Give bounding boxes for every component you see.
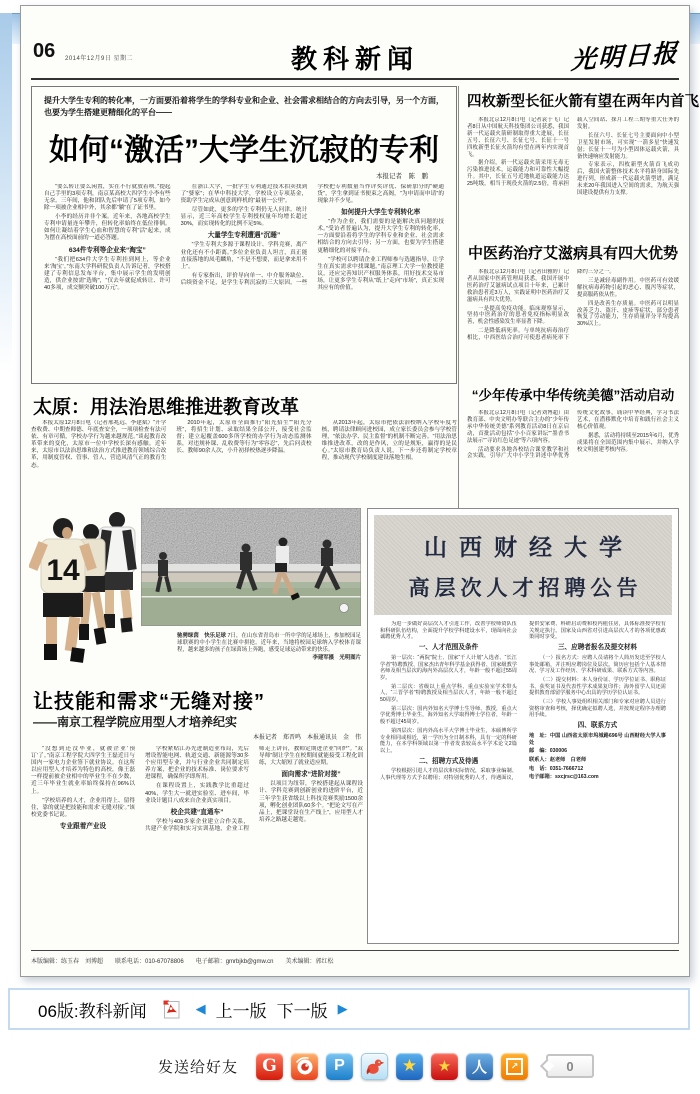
body-paragraph: 学校紧贴江苏先进制造业布局，先后增设智能电网、轨道交通、新能源等30多个应用型专业，并与行业企业共同制定培养方案，把企业的技术标准、岗位要求写进课程，确保所学即所用。 — [145, 746, 249, 781]
body-paragraph: 三是减轻毒副作用。中医药可有效缓解抗病毒药物引起的恶心、腹泻等症状，提高服药依从性。 — [577, 277, 679, 298]
intertitle: 面向需求“进阶对接” — [281, 771, 341, 779]
body-paragraph: 尽管如此，更多的学生专利仍无人问津。统计显示，近三年高校学生专利授权量年均增长超过30%，而实现转化的比例不足5%。 — [180, 207, 308, 228]
next-page-link[interactable]: 下一版 — [276, 1001, 328, 1021]
intertitle: 专业跟着产业设 — [59, 822, 107, 830]
article-taiyuan-body — [31, 420, 457, 506]
soccer-photo-cutout — [29, 506, 147, 664]
body-paragraph: 联系人：赵老师 白老师 — [529, 756, 587, 763]
qzone-star-glyph: ★ — [401, 1056, 418, 1075]
weibo-eye-glyph — [291, 1053, 318, 1080]
main-headline[interactable]: 如何“激活”大学生沉寂的专利 — [49, 133, 439, 167]
google-glyph: G — [262, 1056, 277, 1076]
ad-title-block — [374, 515, 672, 615]
favorite-icon[interactable] — [431, 1053, 458, 1080]
sina-weibo-icon[interactable] — [291, 1053, 318, 1080]
pengyou-glyph: P — [334, 1057, 345, 1074]
body-paragraph: 第一层次：“两院”院士、国家“千人计划”入选者、“长江学者”特聘教授、国家杰出青年科学基金获得者、国家级教学名师及相当层次的海内外高层次人才，年龄一般不超过55周岁。 — [380, 654, 517, 681]
body-paragraph: 电子邮箱：sxcjrsc@163.com — [529, 774, 599, 781]
body-paragraph: （一）报名方式：应聘人员请将个人简历发送至学校人事处邮箱，并注明应聘岗位及层次。简历应包括个人基本情况、学习及工作经历、学术科研成果、联系方式等内容。 — [529, 654, 666, 675]
article-virtue-title[interactable]: “少年传承中华传统美德”活动启动 — [471, 388, 675, 403]
prev-page-arrow-icon[interactable]: ◀ — [195, 1001, 206, 1016]
body-paragraph: 电 话：0351-7666712 — [529, 765, 584, 772]
body-paragraph: 在浙江大学，一批学生专利通过技术拍卖找到了“婆家”；在华中科技大学，学校设立专项基金，资助学生完成从创意到样机的“最初一公里”。 — [180, 183, 308, 204]
article-main-patents — [31, 86, 457, 384]
pdf-icon[interactable] — [163, 1000, 180, 1019]
main-kicker: 提升大学生专利的转化率，一方面要沿着将学生的学科专业和企业、社会需求相结合的方向去引导，另一个方面，也要为学生搭建更精细化的平台—— — [44, 96, 444, 118]
renren-glyph: 人 — [471, 1058, 487, 1076]
body-paragraph: 四是改善生存质量。中医药可以明显改善乏力、盗汗、皮疹等症状，部分患者恢复了劳动能力，生存质量评分平均提高30%以上。 — [577, 300, 679, 328]
qzone-icon[interactable] — [396, 1053, 423, 1080]
left-blue-strip — [0, 13, 12, 373]
soccer-photo — [141, 508, 361, 626]
body-paragraph: 2010年起，太原市全面推行“阳光招生”“阳光分班”，将招生计划、录取结果全部公开，接受社会监督；建立起覆盖600多所学校的办学行为动态监测体系，对违规补课、乱收费等行为“零容忍”，先后问责校长、教师90余人次，小升初择校热逐步降温。 — [176, 420, 312, 455]
renren-icon[interactable] — [466, 1053, 493, 1080]
body-paragraph: 活动要求各地各校结合课堂教学和社会实践，引导广大中小学生讲述中华优秀传统文化故事，诵读中华经典，学习书法艺术，在潜移默化中培育和践行社会主义核心价值观。 — [467, 410, 679, 460]
body-paragraph: 专家表示，四枚新型火箭首飞成功后，我国火箭整体技术水平将跻身国际先进行列，形成新一代运载火箭型谱，满足未来20年我国进入空间的需求，为航天强国建设提供有力支撑。 — [577, 162, 679, 197]
article-skills-subtitle: ——南京工程学院应用型人才培养纪实 — [33, 715, 238, 729]
article-skills-title[interactable]: 让技能和需求“无缝对接” — [33, 691, 265, 713]
photo-caption-text: 7日，在山东省青岛市一所中学的足球场上，参加校园足球联赛的中小学生在比赛中拼抢。近年来，当地将校园足球纳入学校体育课程，越来越多的孩子在绿茵场上奔跑，感受足球运动带来的快乐。 — [177, 633, 361, 653]
prev-page-link[interactable]: 上一版 — [215, 1001, 267, 1021]
article-skills-body — [31, 746, 363, 948]
body-paragraph: “学校可以聘请企业工程师参与选题指导，让学生在真实需求中找课题。”南京理工大学一位教授建议，还应完善知识产权服务体系，用好技术交易市场，让更多学生专利从“纸上”走向“市场”，真正实现其应有的价值。 — [317, 256, 444, 291]
photo-credit: 李建军摄 光明图片 — [312, 655, 361, 662]
body-paragraph: 邮 编：030006 — [529, 748, 568, 755]
ad-body — [380, 621, 666, 923]
main-body — [44, 184, 444, 376]
body-paragraph: 据介绍，新一代运载火箭采用无毒无污染推进技术，运载能力和可靠性大幅提升。其中，长征五号近地轨道运载能力达25吨级，相当于现役火箭的2.5倍，将承担载人空间站、探月工程三期等重大任务的发射。 — [467, 117, 679, 188]
intertitle: 四、联系方式 — [577, 722, 618, 730]
tencent-weibo-icon[interactable] — [361, 1053, 388, 1080]
body-paragraph: 在课程设置上，实践教学比重超过40%，学生大一就进实验室、进车间，毕业设计题目八成来自企业真实项目。 — [145, 783, 249, 804]
ad-title-line1: 山西财经大学 — [424, 533, 634, 561]
article-rockets — [467, 90, 699, 235]
article-rockets-title[interactable]: 四枚新型长征火箭有望在两年内首飞 — [467, 94, 699, 110]
pengyou-icon[interactable] — [326, 1053, 353, 1080]
article-tcm — [467, 242, 679, 373]
body-paragraph: 小李的经历并非个案。近年来，各地高校学生专利申请量连年攀升，但转化率始终在低位徘徊。如何让凝结着学生心血和智慧的专利“活”起来，成为摆在高校面前的一道必答题。 — [44, 214, 171, 242]
body-paragraph: 学校根据引进人才的层次和实际情况，采取事业编制、人事代理等方式予以聘用；对特别优秀的人才，待遇面议，提供安家费、科研启动费和校内租住房，具体标准按学校有关规定执行。国家及山西省对引进高层次人才的各项优惠政策同时享受。 — [380, 621, 666, 782]
main-byline: 本报记者 陈 鹏 — [376, 172, 428, 180]
article-tcm-body — [467, 269, 679, 373]
intertitle: 大量学生专利遭遇“沉睡” — [207, 232, 281, 240]
body-paragraph: “我们把634件大学生专利挂到网上，等企业来‘淘宝’。”东南大学科研院负责人告诉记者，学校搭建了专利信息发布平台，集中展示学生的发明创造，供企业按需“选购”，“仅去年就促成转让、许可40多项，成交额突破100万元”。 — [44, 256, 171, 291]
body-paragraph: 地 址：中国 山西省太原市坞城路696号 山西财经大学人事处 — [529, 732, 666, 746]
body-paragraph: （二）提交材料：本人身份证、学历学位证书、职称证书、获奖证书及代表性学术成果复印件；海外留学人员还需提供教育部留学服务中心出具的学历学位认证书。 — [529, 676, 666, 697]
photo-caption — [177, 633, 361, 662]
next-page-arrow-icon[interactable]: ▶ — [337, 1001, 348, 1016]
body-paragraph: 本报北京12月8日电（记者刘博超）由教育部、中央文明办等联合主办的“少年传承中华传统美德”系列教育活动8日在京启动，首批活动包括“小小百家讲坛”“墨香书法展示”“寻访红色足迹”等六项内容。 — [467, 410, 569, 444]
ad-title-line2: 高层次人才招聘公告 — [408, 574, 643, 600]
nav-page-label: 06版:教科新闻 — [38, 1001, 147, 1021]
share-more-glyph: ↗ — [506, 1058, 523, 1075]
share-count: 0 — [566, 1058, 574, 1074]
header-rule — [31, 78, 679, 80]
soccer-match-graphic — [141, 508, 361, 626]
page-number: 06 — [33, 40, 56, 62]
article-skills-byline: 本报记者 郑晋鸣 本报通讯员 金 伟 — [252, 735, 361, 741]
intertitle: 二、招聘方式及待遇 — [418, 757, 479, 765]
body-paragraph: 长征六号、长征七号主要面向中小型卫星发射市场，可实现“一箭多星”快速发射；长征十一号为小型固体运载火箭，具备快速响应发射能力。 — [577, 132, 679, 160]
newspaper-page — [20, 5, 699, 977]
share-bar — [26, 1046, 700, 1086]
intertitle: 一、人才范围及条件 — [418, 644, 479, 652]
masthead-logo: 光明日报 — [570, 38, 680, 75]
column-divider — [458, 86, 459, 510]
body-paragraph: 学校与400多家企业建立合作关系，共建产业学院和实习实训基地，企业工程师走上讲台，教师定期进企业“回炉”。“双导师”制让学生在校期间就能接受工程化训练，大大缩短了就业适应期。 — [145, 746, 363, 832]
body-paragraph: “学生专利大多源于课程设计、学科竞赛，离产业化还有不小距离。”多位企业负责人坦言，真正能直接落地的凤毛麟角，“不是不想要，而是拿来用不上”。 — [180, 242, 308, 270]
body-paragraph: 第二层次：省级以上重点学科、重点实验室学术带头人，“三晋学者”特聘教授及相当层次人才，年龄一般不超过50周岁。 — [380, 683, 517, 704]
body-paragraph: 有专家指出，评价导向单一、中介服务缺位、后续资金不足，是学生专利沉寂的三大原因。一些学校把专利数量当作评奖评优、保研加分的“硬通货”，学生拿到证书便束之高阁，“为申请而申请”的现象并不少见。 — [180, 183, 444, 286]
intertitle: 如何提升大学生专利转化率 — [341, 209, 421, 217]
intertitle: 634件专利等企业来“淘宝” — [68, 246, 146, 254]
soccer-players-graphic — [29, 506, 147, 664]
favorite-star-glyph: ★ — [437, 1058, 452, 1075]
body-paragraph: 以项目为纽带，学校搭建起从课程设计、学科竞赛到创新创业的进阶平台，近三年学生获省级以上科技竞赛奖励1500余项，孵化创业团队60多个。“把论文写在产品上，把课堂设在生产线上”，应用型人才培养之路越走越宽。 — [259, 781, 363, 823]
google-share-icon[interactable] — [256, 1053, 283, 1080]
body-paragraph: 本报太原12月8日电（记者邢兆远、李建斌）“开学查收费、中期查师德、年底查安全，一项项检查有法可依、有章可循，学校办学行为越来越规范。”谈起教育改革带来的变化，太原市一位中学校长深有感触。近年来，太原市以法治思维和法治方式推进教育领域综合改革，用制度管权、管事、管人，营造风清气正的教育生态。 — [31, 420, 167, 469]
page-date: 2014年12月9日 星期二 — [65, 56, 134, 62]
share-count-bubble[interactable] — [546, 1054, 594, 1078]
article-tcm-title[interactable]: 中医药治疗艾滋病具有四大优势 — [467, 245, 678, 262]
body-paragraph: 第三层次：国内外知名大学博士生导师、教授，重点大学优秀博士毕业生，海外知名大学取得博士学位者，年龄一般不超过45周岁。 — [380, 705, 517, 726]
footer-rule — [31, 950, 679, 951]
article-rockets-body — [467, 117, 679, 235]
intertitle: 三、应聘者报名及提交材料 — [557, 644, 638, 652]
article-virtue-body — [467, 410, 679, 502]
photo-caption-lead: 驰骋绿茵 快乐足球 — [177, 633, 226, 639]
tencent-bird-glyph — [362, 1053, 387, 1080]
body-paragraph: “作为企业，我们需要的是能解决真问题的技术。”受访者普遍认为，提升大学生专利的转化率，一方面要沿着将学生的学科专业和企业、社会需求相结合的方向去引导；另一方面，也要为学生搭建更精细化的对接平台。 — [317, 219, 444, 254]
article-taiyuan-title[interactable]: 太原：用法治思维推进教育改革 — [33, 397, 300, 418]
pdf-glyph — [163, 1000, 180, 1019]
body-paragraph: 据悉，活动将持续至2015年6月，优秀成果将在全国范围内集中展示，并纳入学校文明创建考核内容。 — [577, 432, 679, 453]
body-paragraph: “要么转让要么闲置，实在不行就放着呗。”提起自己手里的3项专利，南京某高校大四学生小李有些无奈。三年间，他和团队先后申请了5项专利，如今除一项被企业相中外，其余都“躺”在了证书里。 — [44, 183, 171, 212]
section-title: 教科新闻 — [290, 44, 419, 74]
body-paragraph: 二是降低病死率。与单纯抗病毒治疗相比，中西医结合治疗可使患者病死率下降约三分之一。 — [467, 269, 615, 342]
body-paragraph: 从2013年起，太原市把依法治校纳入学校年度考核，聘请法律顾问进校园，成立家长委员会参与学校管理，“依法办学、民主监督”的机制不断完善。“用法治思维推进改革，改的是作风，立的是规矩，赢得的是民心。”太原市教育局负责人说，下一步还将制定学校章程，推动现代学校制度建设落地生根。 — [321, 420, 457, 462]
intertitle: 校企共建“直通车” — [170, 808, 224, 816]
body-paragraph: 本报北京12月8日电（记者田雅婷）记者从国家中医药管理局获悉，我国开展中医药治疗艾滋病试点项目十年来，已累计救治患者近3万人，实践证明中医药治疗艾滋病具有四大优势。 — [467, 269, 569, 303]
body-paragraph: 为进一步做好高层次人才引进工作，改善学校师资队伍和科研队伍结构，全面提升学校学科建设水平，现面向社会诚聘优秀人才。 — [380, 621, 517, 641]
page-footer: 本版编辑：练玉春 刘博超 联系电话：010-67078806 电子邮箱：gmrbjkb@gmw.cn 美术编辑：郭红松 — [31, 959, 334, 965]
body-paragraph: （三）学校人事处组织相关部门和专家对应聘人员进行资格审查和考核，择优确定拟聘人选，并按规定程序办理聘用手续。 — [529, 699, 666, 719]
share-more-icon[interactable] — [501, 1053, 528, 1080]
jersey-number: 14 — [46, 554, 80, 587]
article-virtue — [467, 384, 679, 502]
body-paragraph: 第四层次：国内外高水平大学博士毕业生，本硕博所学专业相同或相近，第一学历为全日制本科，具有一定的科研能力，在本学科领域以第一作者发表较高水平学术论文2篇以上。 — [380, 727, 517, 754]
page-nav-bar — [8, 988, 690, 1030]
body-paragraph: “没想到还没毕业，就被企业‘预订’了。”南京工程学院大四学生王磊近日与国内一家电力企业签下就业协议。在这所以应用型人才培养为特色的高校，像王磊一样提前被企业相中的毕业生不在少数，近三年毕业生就业率始终保持在96%以上。 — [31, 746, 135, 795]
share-label: 发送给好友 — [157, 1058, 238, 1076]
body-paragraph: “学校培养的人才，企业用得上、留得住，靠的就是把技能和需求‘无缝对接’。”该校党委书记说。 — [31, 797, 135, 818]
body-paragraph: 本报北京12月8日电（记者袁于飞）记者8日从中国航天科技集团公司获悉，我国新一代运载火箭研制取得重大进展，长征五号、长征六号、长征七号、长征十一号四枚新型长征火箭均有望在两年内实现首飞。 — [467, 117, 569, 158]
body-paragraph: 一是提高免疫功能。临床观察显示，坚持中医药治疗的患者免疫指标明显改善，机会性感染发生率显著下降。 — [467, 305, 569, 326]
recruitment-ad — [367, 508, 679, 944]
